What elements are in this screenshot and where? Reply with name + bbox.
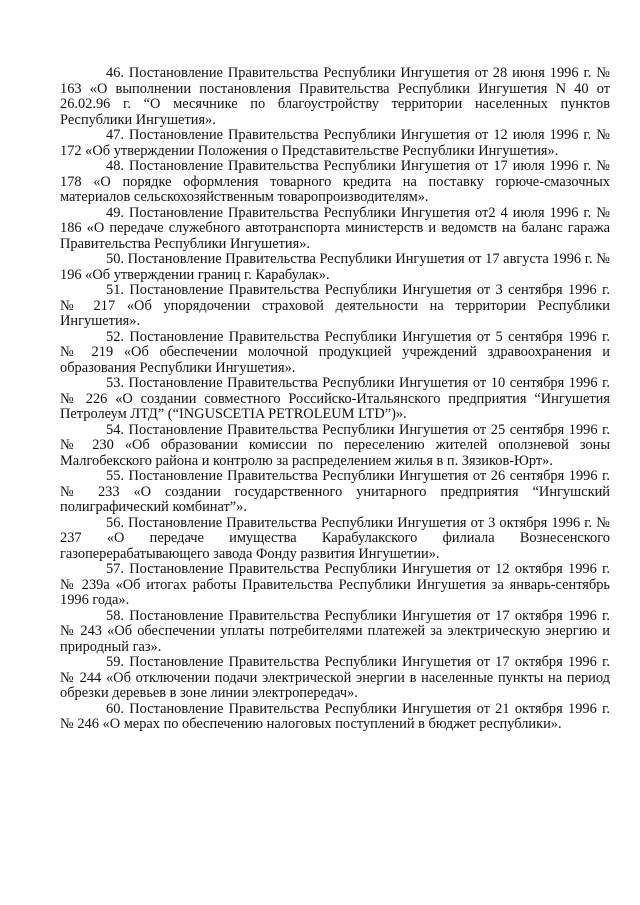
list-item: 51. Постановление Правительства Республики Ингушетия от 3 сентября 1996 г. № 217 «Об упорядочении страховой деятельности на территории Республики Ингушетия». [60, 282, 610, 329]
list-item: 54. Постановление Правительства Республики Ингушетия от 25 сентября 1996 г. № 230 «Об образовании комиссии по переселению жителей оползневой зоны Малгобекского района и контролю за распределением жилья в п. Зязиков-Юрт». [60, 421, 610, 469]
list-item: 49. Постановление Правительства Республики Ингушетия от2 4 июля 1996 г. № 186 «О передаче служебного автотранспорта министерств и ведомств на баланс гаража Правительства Республики Ингушетия». [60, 204, 610, 252]
list-item: 52. Постановление Правительства Республики Ингушетия от 5 сентября 1996 г. № 219 «Об обеспечении молочной продукцией учреждений здравоохранения и образования Республики Ингушетия». [60, 328, 610, 376]
list-item: 53. Постановление Правительства Республики Ингушетия от 10 сентября 1996 г. № 226 «О создании совместного Российско-Итальянского предприятия “Ингушетия Петролеум ЛТД” (“INGUSCETIA PETROLEUM LTD”)». [60, 375, 610, 422]
list-item: 50. Постановление Правительства Республики Ингушетия от 17 августа 1996 г. № 196 «Об утверждении границ г. Карабулак». [60, 251, 610, 283]
list-item: 55. Постановление Правительства Республики Ингушетия от 26 сентября 1996 г. № 233 «О создании государственного унитарного предприятия “Ингушский полиграфический комбинат”». [60, 468, 610, 515]
list-item: 47. Постановление Правительства Республики Ингушетия от 12 июля 1996 г. № 172 «Об утверждении Положения о Представительстве Республики Ингушетия». [60, 127, 610, 159]
list-item: 56. Постановление Правительства Республики Ингушетия от 3 октября 1996 г. № 237 «О передаче имущества Карабулакского филиала Вознесенского газоперерабатывающего завода Фонду развития Ингушетии». [60, 514, 610, 562]
document-page [60, 66, 610, 733]
list-item: 46. Постановление Правительства Республики Ингушетия от 28 июня 1996 г. № 163 «О выполнении постановления Правительства Республики Ингушетия N 40 от 26.02.96 г. “О месячнике по благоустройству территории населенных пунктов Республики Ингушетия». [60, 65, 610, 128]
list-item: 57. Постановление Правительства Республики Ингушетия от 12 октября 1996 г. № 239а «Об итогах работы Правительства Республики Ингушетия за январь-сентябрь 1996 года». [60, 561, 610, 608]
list-item: 59. Постановление Правительства Республики Ингушетия от 17 октября 1996 г. № 244 «Об отключении подачи электрической энергии в населенные пункты на период обрезки деревьев в зоне линии электропередач». [60, 654, 610, 701]
list-item: 48. Постановление Правительства Республики Ингушетия от 17 июля 1996 г. № 178 «О порядке оформления товарного кредита на поставку горюче-смазочных материалов сельскохозяйственным товаропроизводителям». [60, 158, 610, 205]
list-item: 58. Постановление Правительства Республики Ингушетия от 17 октября 1996 г. № 243 «Об обеспечении уплаты потребителями платежей за электрическую энергию и природный газ». [60, 607, 610, 655]
list-item: 60. Постановление Правительства Республики Ингушетия от 21 октября 1996 г. № 246 «О мерах по обеспечению налоговых поступлений в бюджет республики». [60, 700, 610, 732]
